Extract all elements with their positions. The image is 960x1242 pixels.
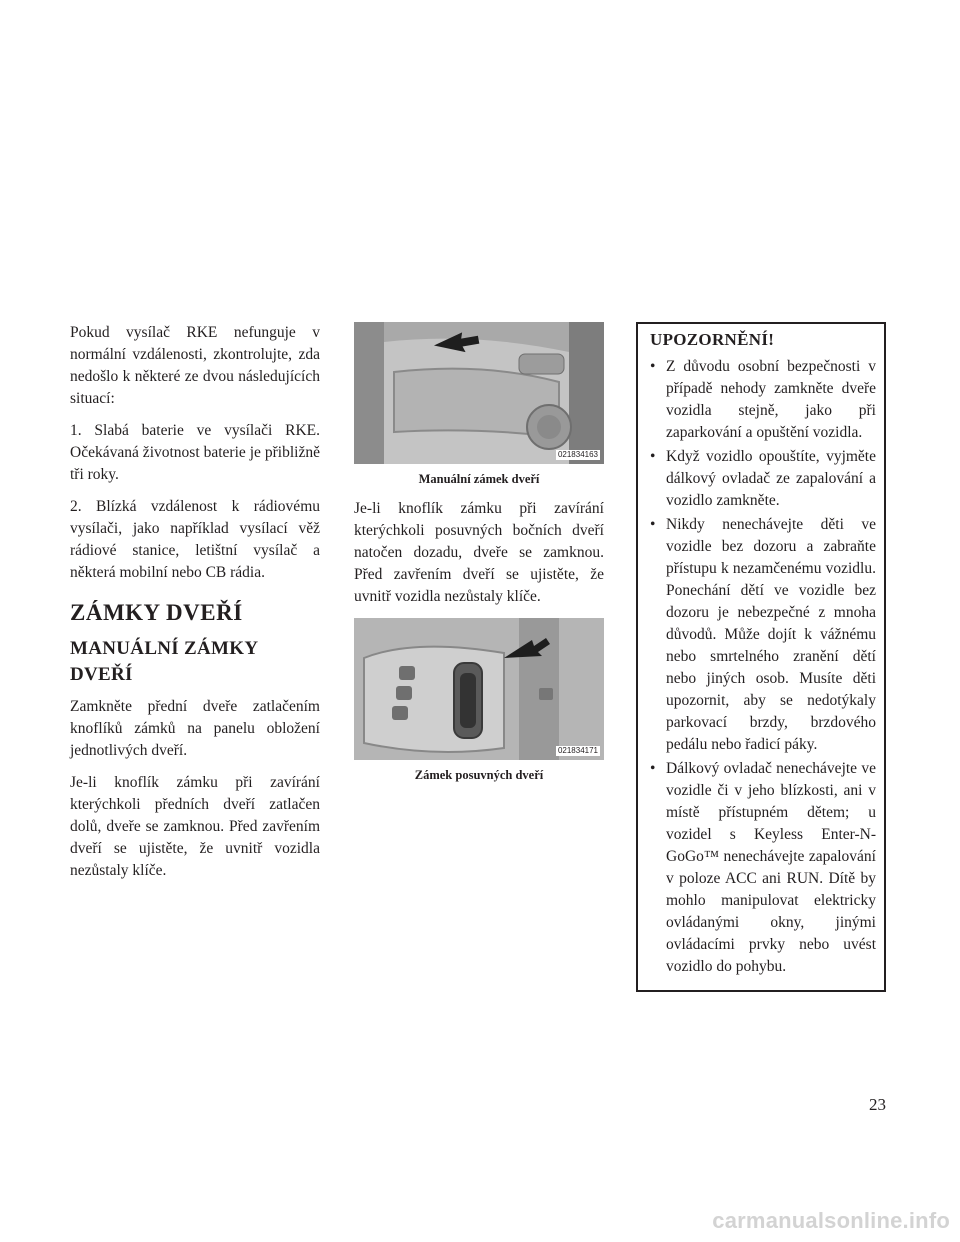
warning-item-text: Dálkový ovladač nenechávejte ve vozidle či v jeho blízkosti, ani v místě přístupném dětem; u vozidel s Keyless Enter-N-GoGo™ nenechávejte zapalování v poloze ACC ani RUN. Dítě by mohlo manipulovat elektricky ovládanými okny, jinými ovládacími prvky nebo uvést vozidlo do pohybu. — [666, 760, 876, 975]
door-lock-photo — [354, 322, 604, 464]
right-column — [636, 322, 886, 992]
figure-manual-door-lock — [354, 322, 604, 464]
bullet: • — [650, 358, 656, 375]
figure-caption: Manuální zámek dveří — [418, 472, 540, 486]
subsection-heading: MANUÁLNÍ ZÁMKY DVEŘÍ — [70, 638, 258, 685]
middle-column — [354, 322, 604, 794]
warning-item — [650, 446, 876, 512]
left-column — [70, 322, 320, 892]
watermark[interactable]: carmanualsonline.info — [712, 1208, 950, 1233]
figure-code: 021834163 — [557, 450, 598, 459]
intro-paragraph: Pokud vysílač RKE nefunguje v normální vzdálenosti, zkontrolujte, zda nedošlo k některé ze dvou následujících situací: — [70, 324, 320, 407]
figure-code: 021834171 — [557, 746, 598, 755]
list-item: 1. Slabá baterie ve vysílači RKE. Očekávaná životnost baterie je přibližně tři roky. — [70, 422, 320, 483]
sliding-door-lock-photo — [354, 618, 604, 760]
figure-caption: Zámek posuvných dveří — [414, 768, 544, 782]
body-paragraph: Je-li knoflík zámku při zavírání kterýchkoli předních dveří zatlačen dolů, dveře se zamknou. Před zavřením dveří se ujistěte, že uvnitř vozidla nezůstaly klíče. — [70, 774, 320, 879]
warning-item — [650, 356, 876, 444]
warning-list — [650, 356, 876, 978]
body-paragraph: Zamkněte přední dveře zatlačením knoflíků zámků na panelu obložení jednotlivých dveří. — [70, 698, 320, 759]
warning-item — [650, 514, 876, 756]
warning-box — [636, 322, 886, 992]
page-number: 23 — [869, 1095, 886, 1114]
warning-item-text: Nikdy nenechávejte děti ve vozidle bez dozoru a zabraňte přístupu k nezamčenému vozidlu. Ponechání dětí ve vozidle bez dozoru je nebezpečné z mnoha důvodů. Může dojít k vážnému nebo smrtelného zranění dětí nebo jiných osob. Musíte děti upozornit, aby se nedotýkaly parkovací brzdy, brzdového pedálu nebo řadicí páky. — [666, 516, 876, 753]
warning-item-text: Když vozidlo opouštíte, vyjměte dálkový ovladač ze zapalování a vozidlo zamkněte. — [666, 448, 876, 509]
bullet: • — [650, 448, 656, 465]
warning-item — [650, 758, 876, 978]
warning-title: UPOZORNĚNÍ! — [650, 330, 775, 349]
bullet: • — [650, 516, 656, 533]
bullet: • — [650, 760, 656, 777]
figure-sliding-door-lock — [354, 618, 604, 760]
list-item: 2. Blízká vzdálenost k rádiovému vysílači, jako například vysílací věž rádiové stanice, letištní vysílač a některá mobilní nebo CB rádia. — [70, 498, 320, 581]
section-heading: ZÁMKY DVEŘÍ — [70, 600, 243, 625]
warning-item-text: Z důvodu osobní bezpečnosti v případě nehody zamkněte dveře vozidla stejně, jako při zaparkování a opuštění vozidla. — [666, 358, 876, 441]
body-paragraph: Je-li knoflík zámku při zavírání kterýchkoli posuvných bočních dveří natočen dozadu, dveře se zamknou. Před zavřením dveří se ujistěte, že uvnitř vozidla nezůstaly klíče. — [354, 500, 604, 605]
